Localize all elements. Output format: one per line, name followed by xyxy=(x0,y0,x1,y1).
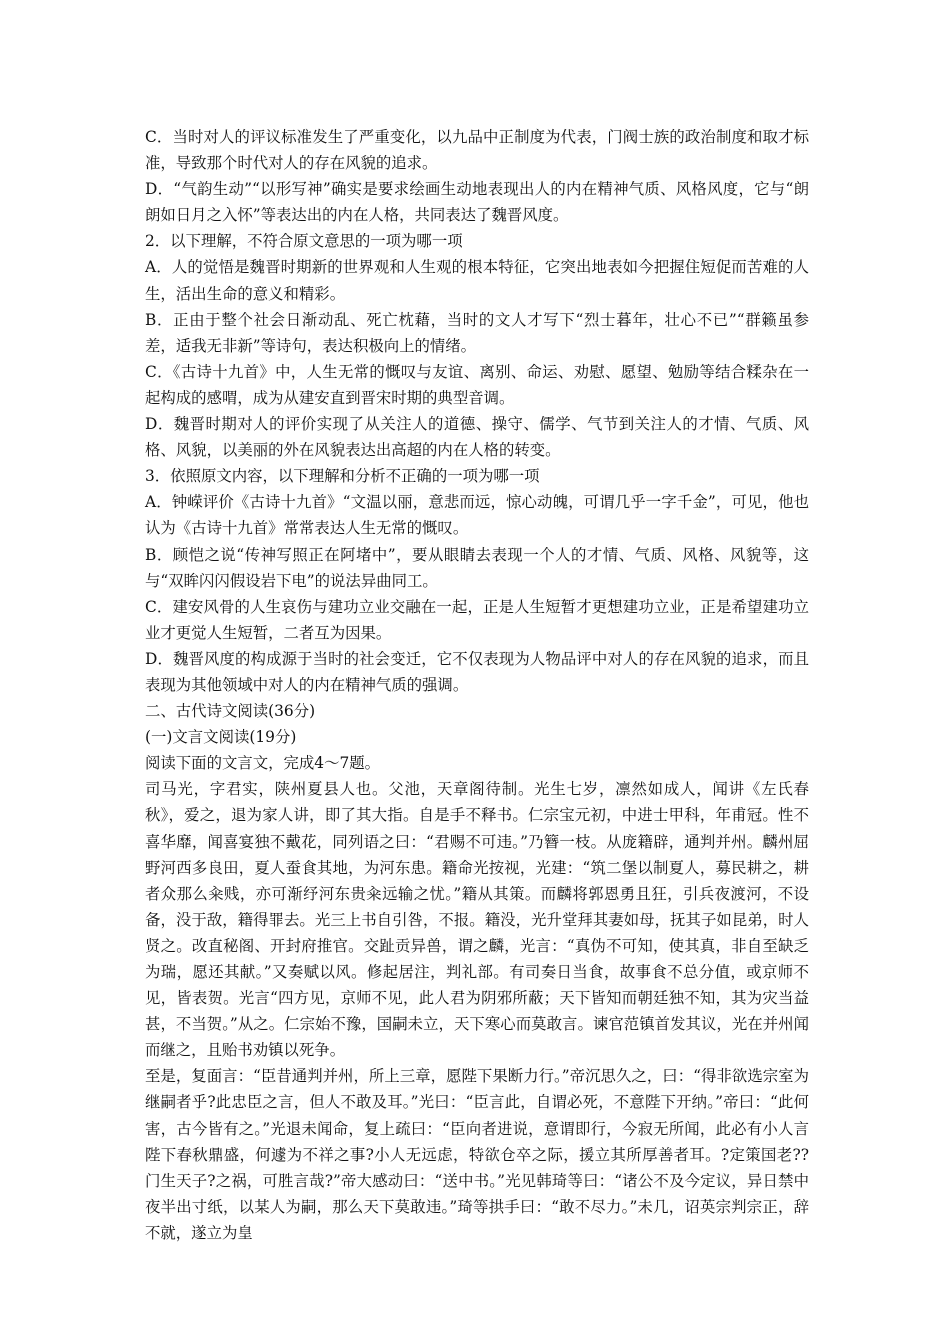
question-2-option-b: B．正由于整个社会日渐动乱、死亡枕藉，当时的文人才写下“烈士暮年，壮心不已”“群籁虽参差，适我无非新”等诗句，表达积极向上的情绪。 xyxy=(145,310,809,355)
option-d-passage-1: D．“气韵生动”“以形写神”确实是要求绘画生动地表现出人的内在精神气质、风格风度，它与“朗朗如日月之入怀”等表达出的内在人格，共同表达了魏晋风度。 xyxy=(145,180,809,225)
question-2-stem: 2．以下理解，不符合原文意思的一项为哪一项 xyxy=(145,232,463,251)
question-3-stem: 3．依照原文内容，以下理解和分析不正确的一项为哪一项 xyxy=(145,467,540,486)
section-heading-classical-reading: 二、古代诗文阅读(36分) xyxy=(145,702,316,721)
classical-passage-part-1: 司马光，字君实，陕州夏县人也。父池，天章阁待制。光生七岁，凛然如成人，闻讲《左氏春秋》，爱之，退为家人讲，即了其大指。自是手不释书。仁宗宝元初，中进士甲科，年甫冠。性不喜华靡，闻喜宴独不戴花，同列语之曰：“君赐不可违。”乃簪一枝。从庞籍辟，通判并州。麟州屈野河西多良田，夏人蚕食其地，为河东患。籍命光按视，光建：“筑二堡以制夏人，募民耕之，耕者众那么籴贱，亦可渐纾河东贵籴远输之忧。”籍从其策。而麟将郭恩勇且狂，引兵夜渡河，不设备，没于敌，籍得罪去。光三上书自引咎，不报。籍没，光升堂拜其妻如母，抚其子如昆弟，时人贤之。改直秘阁、开封府推官。交趾贡异兽，谓之麟，光言：“真伪不可知，使其真，非自至缺乏为瑞，愿还其献。”又奏赋以风。修起居注，判礼部。有司奏日当食，故事食不总分值，或京师不见，皆表贺。光言“四方见，京师不见，此人君为阴邪所蔽；天下皆知而朝廷独不知，其为灾当益甚，不当贺。”从之。仁宗始不豫，国嗣未立，天下寒心而莫敢言。谏官范镇首发其议，光在并州闻而继之，且贻书劝镇以死争。 xyxy=(145,780,809,1060)
question-2-option-c: C．《古诗十九首》中，人生无常的慨叹与友谊、离别、命运、劝慰、愿望、勉励等结合糅杂在一起构成的感喟，成为从建安直到晋宋时期的典型音调。 xyxy=(145,362,809,407)
subsection-heading-classical-prose: (一)文言文阅读(19分) xyxy=(145,728,297,747)
question-3-option-b: B．顾恺之说“传神写照正在阿堵中”，要从眼睛去表现一个人的才情、气质、风格、风貌等，这与“双眸闪闪假设岩下电”的说法异曲同工。 xyxy=(145,545,809,590)
question-3-option-d: D．魏晋风度的构成源于当时的社会变迁，它不仅表现为人物品评中对人的存在风貌的追求，而且表现为其他领域中对人的内在精神气质的强调。 xyxy=(145,649,809,694)
question-3-option-c: C．建安风骨的人生哀伤与建功立业交融在一起，正是人生短暂才更想建功立业，正是希望建功立业才更觉人生短暂，二者互为因果。 xyxy=(145,597,809,642)
classical-passage-part-2: 至是，复面言：“臣昔通判并州，所上三章，愿陛下果断力行。”帝沉思久之，曰：“得非欲选宗室为继嗣者乎?此忠臣之言，但人不敢及耳。”光曰：“臣言此，自谓必死，不意陛下开纳。”帝曰：“此何害，古今皆有之。”光退未闻命，复上疏曰：“臣向者进说，意谓即行，今寂无所闻，此必有小人言陛下春秋鼎盛，何遽为不祥之事?小人无远虑，特欲仓卒之际，援立其所厚善者耳。?定策国老??门生天子?之祸，可胜言哉?”帝大感动曰：“送中书。”光见韩琦等曰：“诸公不及今定议，异日禁中夜半出寸纸，以某人为嗣，那么天下莫敢违。”琦等拱手曰：“敢不尽力。”未几，诏英宗判宗正，辞不就，遂立为皇 xyxy=(145,1067,809,1242)
question-3-option-a: A．钟嵘评价《古诗十九首》“文温以丽，意悲而远，惊心动魄，可谓几乎一字千金”，可见，他也认为《古诗十九首》常常表达人生无常的慨叹。 xyxy=(145,493,809,538)
question-2-option-a: A．人的觉悟是魏晋时期新的世界观和人生观的根本特征，它突出地表如今把握住短促而苦难的人生，活出生命的意义和精彩。 xyxy=(145,258,809,303)
reading-instructions: 阅读下面的文言文，完成4～7题。 xyxy=(145,754,381,773)
option-c-passage-1: C．当时对人的评议标准发生了严重变化，以九品中正制度为代表，门阀士族的政治制度和取才标准，导致那个时代对人的存在风貌的追求。 xyxy=(145,128,809,173)
question-2-option-d: D．魏晋时期对人的评价实现了从关注人的道德、操守、儒学、气节到关注人的才情、气质、风格、风貌，以美丽的外在风貌表达出高超的内在人格的转变。 xyxy=(145,415,809,460)
document-page xyxy=(145,124,809,1246)
